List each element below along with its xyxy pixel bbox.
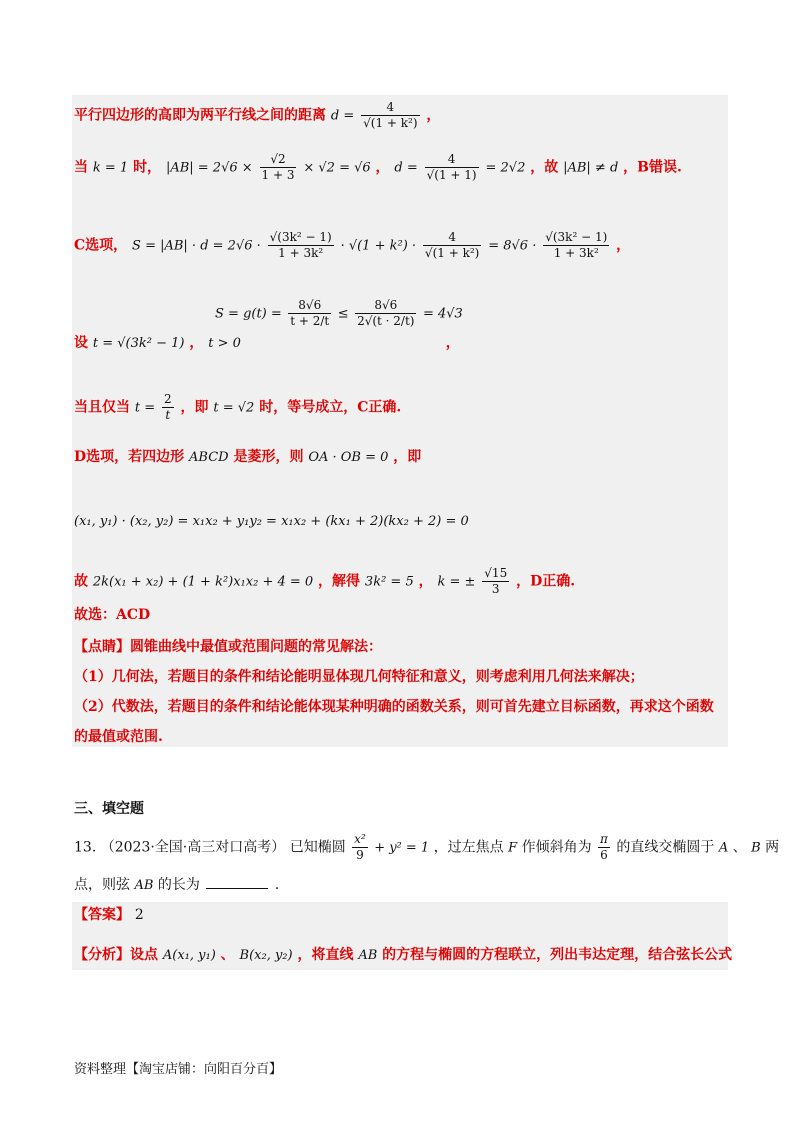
fraction: $\frac{2}{t}$ (164, 392, 172, 422)
fraction: $\frac{4}{√(1 + 1)}$ (426, 152, 477, 182)
solution-line-option-c: C选项， S = |AB| · d = 2√6 · $\frac{\text{√(3k² − 1)}}{\text{1 + 3k²}}$ · √(1 + k²) · $\frac{4}{\text{√(1 + k²)}}$ = 8√6 · $\frac{\text{√(3k² − 1)}}{\text{1 + 3k²}}$ ， (74, 230, 631, 260)
solution-line-equality: 当且仅当 t = $\frac{2}{t}$ ，即 t = √2 时，等号成立，C正确. (74, 392, 402, 422)
fraction: $\frac{8√6}{2√(t \cdot 2/t)}$ (357, 298, 415, 328)
footer-note: 资料整理【淘宝店铺：向阳百分百】 (74, 1062, 283, 1077)
solution-line-option-d: D选项，若四边形 ABCD 是菱形，则 OA · OB = 0 ，即 (74, 449, 422, 465)
solution-line-solve: 故 2k(x₁ + x₂) + (1 + k²)x₁x₂ + 4 = 0 ，解得 3k² = 5 ， k = ± $\frac{√15}{3}$ ，D正确. (74, 566, 576, 596)
answer-choice: 故选：ACD (74, 607, 151, 623)
question-13-line1: 13. （2023·全国·高三对口高考） 已知椭圆 $\frac{\text{x²}}{9}$ + y² = 1 ，过左焦点 F 作倾斜角为 $\frac{\pi}{6}$ 的直线交椭圆于 A 、 B 两 (74, 832, 780, 862)
tip-heading: 【点睛】圆锥曲线中最值或范围问题的常见解法： (74, 639, 382, 655)
analysis-line: 【分析】设点 A(x₁, y₁) 、 B(x₂, y₂) ，将直线 AB 的方程与椭圆的方程联立，列出韦达定理，结合弦长公式 (74, 947, 733, 963)
solution-line-inequality: S = g(t) = $\frac{8√6}{t + 2/t}$ ≤ $\frac{8√6}{2√(t \cdot 2/t)}$ = 4√3 (215, 298, 463, 328)
fraction: $\frac{\text{x²}}{9}$ (354, 832, 366, 862)
fraction: $\frac{\pi}{6}$ (600, 832, 608, 862)
solution-line-height: 平行四边形的高即为两平行线之间的距离 d = $\frac{4}{\text{√(1 + k²)}}$ ， (74, 100, 441, 130)
fraction: $\frac{√2}{1 + 3}$ (261, 152, 295, 182)
solution-line-dot-product: (x₁, y₁) · (x₂, y₂) = x₁x₂ + y₁y₂ = x₁x₂ + (kx₁ + 2)(kx₂ + 2) = 0 (74, 514, 469, 529)
fraction: $\frac{√15}{3}$ (484, 566, 508, 596)
question-13-line2: 点，则弦 AB 的长为 . (74, 874, 279, 894)
fraction: $\frac{\text{√(3k² − 1)}}{\text{1 + 3k²}}$ (269, 230, 332, 260)
fraction: $\frac{8√6}{t + 2/t}$ (290, 298, 330, 328)
answer-line: 【答案】 2 (74, 907, 144, 923)
answer-blank[interactable] (206, 874, 268, 889)
fraction: $\frac{\text{√(3k² − 1)}}{\text{1 + 3k²}}$ (545, 230, 608, 260)
solution-line-substitution: 设 t = √(3k² − 1) ， t > 0 ， (74, 335, 460, 351)
fraction: $\frac{4}{\text{√(1 + k²)}}$ (424, 230, 480, 260)
tip-item-2-cont: 的最值或范围. (74, 729, 163, 745)
tip-item-1: （1）几何法，若题目的条件和结论能明显体现几何特征和意义，则考虑利用几何法来解决； (74, 669, 644, 685)
section-title: 三、填空题 (74, 801, 144, 817)
fraction: $\frac{4}{\text{√(1 + k²)}}$ (363, 100, 418, 130)
tip-item-2: （2）代数法，若题目的条件和结论能体现某种明确的函数关系，则可首先建立目标函数，再求这个函数 (74, 699, 714, 715)
solution-line-k1: 当 k = 1 时， |AB| = 2√6 × $\frac{√2}{1 + 3}$ × √2 = √6 ， d = $\frac{4}{√(1 + 1)}$ = 2√2 ，故 |AB| ≠ d ，B错误. (74, 152, 682, 182)
